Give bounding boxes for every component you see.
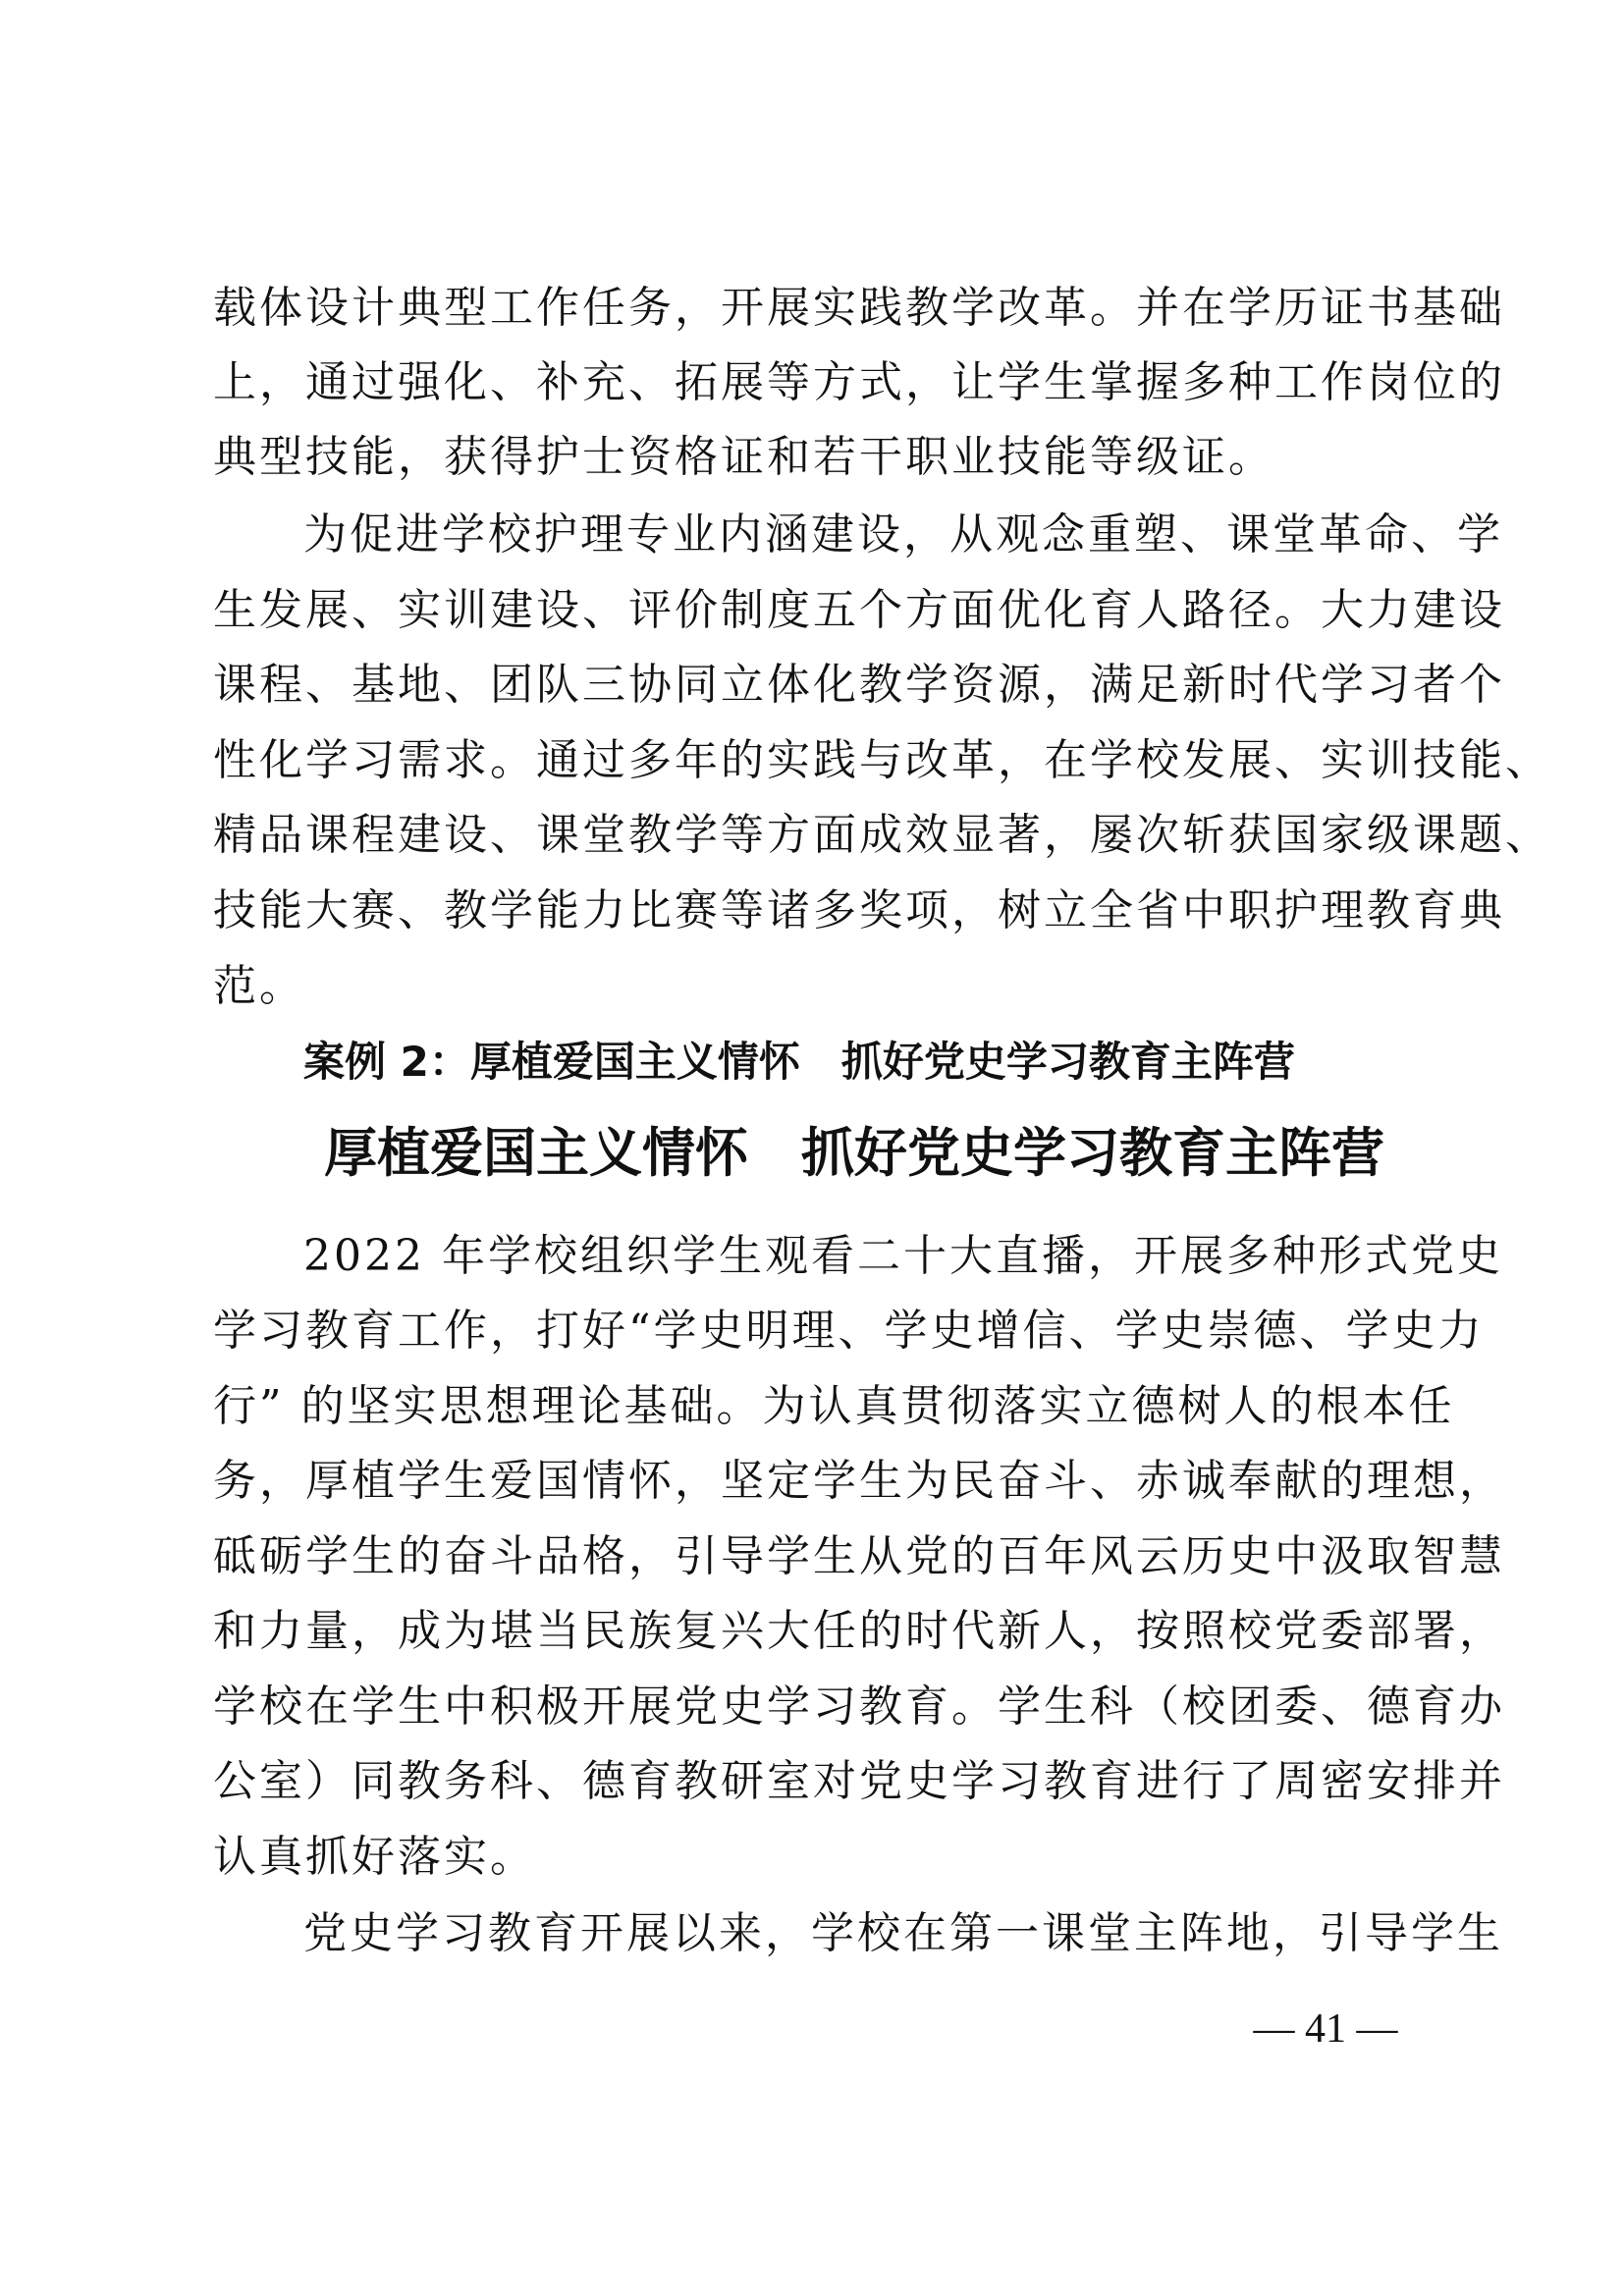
paragraph-3-line-6: 和力量，成为堪当民族复兴大任的时代新人，按照校党委部署， — [213, 1606, 1505, 1656]
paragraph-3-line-1: 2022 年学校组织学生观看二十大直播，开展多种形式党史 — [303, 1231, 1503, 1281]
paragraph-3-line-2: 学习教育工作，打好“学史明理、学史增信、学史崇德、学史力 — [213, 1306, 1485, 1356]
paragraph-1-line-2: 上，通过强化、补充、拓展等方式，让学生掌握多种工作岗位的 — [213, 357, 1505, 407]
paragraph-1-line-3: 典型技能，获得护士资格证和若干职业技能等级证。 — [213, 432, 1274, 482]
paragraph-4-line-1: 党史学习教育开展以来，学校在第一课堂主阵地，引导学生 — [303, 1908, 1503, 1958]
paragraph-2-line-3: 课程、基地、团队三协同立体化教学资源，满足新时代学习者个 — [213, 660, 1505, 710]
page-number: — 41 — — [1253, 2006, 1398, 2052]
paragraph-3-line-4: 务，厚植学生爱国情怀，坚定学生为民奋斗、赤诚奉献的理想， — [213, 1456, 1505, 1506]
case-heading: 案例 2：厚植爱国主义情怀 抓好党史学习教育主阵营 — [303, 1038, 1295, 1086]
paragraph-3-line-3: 行” 的坚实思想理论基础。为认真贯彻落实立德树人的根本任 — [213, 1381, 1455, 1431]
paragraph-2-line-6: 技能大赛、教学能力比赛等诸多奖项，树立全省中职护理教育典 — [213, 885, 1505, 935]
paragraph-2-line-4: 性化学习需求。通过多年的实践与改革，在学校发展、实训技能、 — [213, 735, 1551, 785]
paragraph-2-line-5: 精品课程建设、课堂教学等方面成效显著，屡次斩获国家级课题、 — [213, 810, 1551, 860]
paragraph-3-line-9: 认真抓好落实。 — [213, 1832, 536, 1882]
paragraph-3-line-5: 砥砺学生的奋斗品格，引导学生从党的百年风云历史中汲取智慧 — [213, 1531, 1505, 1581]
paragraph-2-line-1: 为促进学校护理专业内涵建设，从观念重塑、课堂革命、学 — [303, 509, 1503, 560]
paragraph-3-line-7: 学校在学生中积极开展党史学习教育。学生科（校团委、德育办 — [213, 1682, 1505, 1732]
paragraph-2-line-2: 生发展、实训建设、评价制度五个方面优化育人路径。大力建设 — [213, 585, 1505, 635]
paragraph-3-line-8: 公室）同教务科、德育教研室对党史学习教育进行了周密安排并 — [213, 1756, 1505, 1806]
article-title: 厚植爱国主义情怀 抓好党史学习教育主阵营 — [324, 1121, 1384, 1184]
paragraph-2-line-7: 范。 — [213, 961, 305, 1011]
paragraph-1-line-1: 载体设计典型工作任务，开展实践教学改革。并在学历证书基础 — [213, 283, 1505, 333]
